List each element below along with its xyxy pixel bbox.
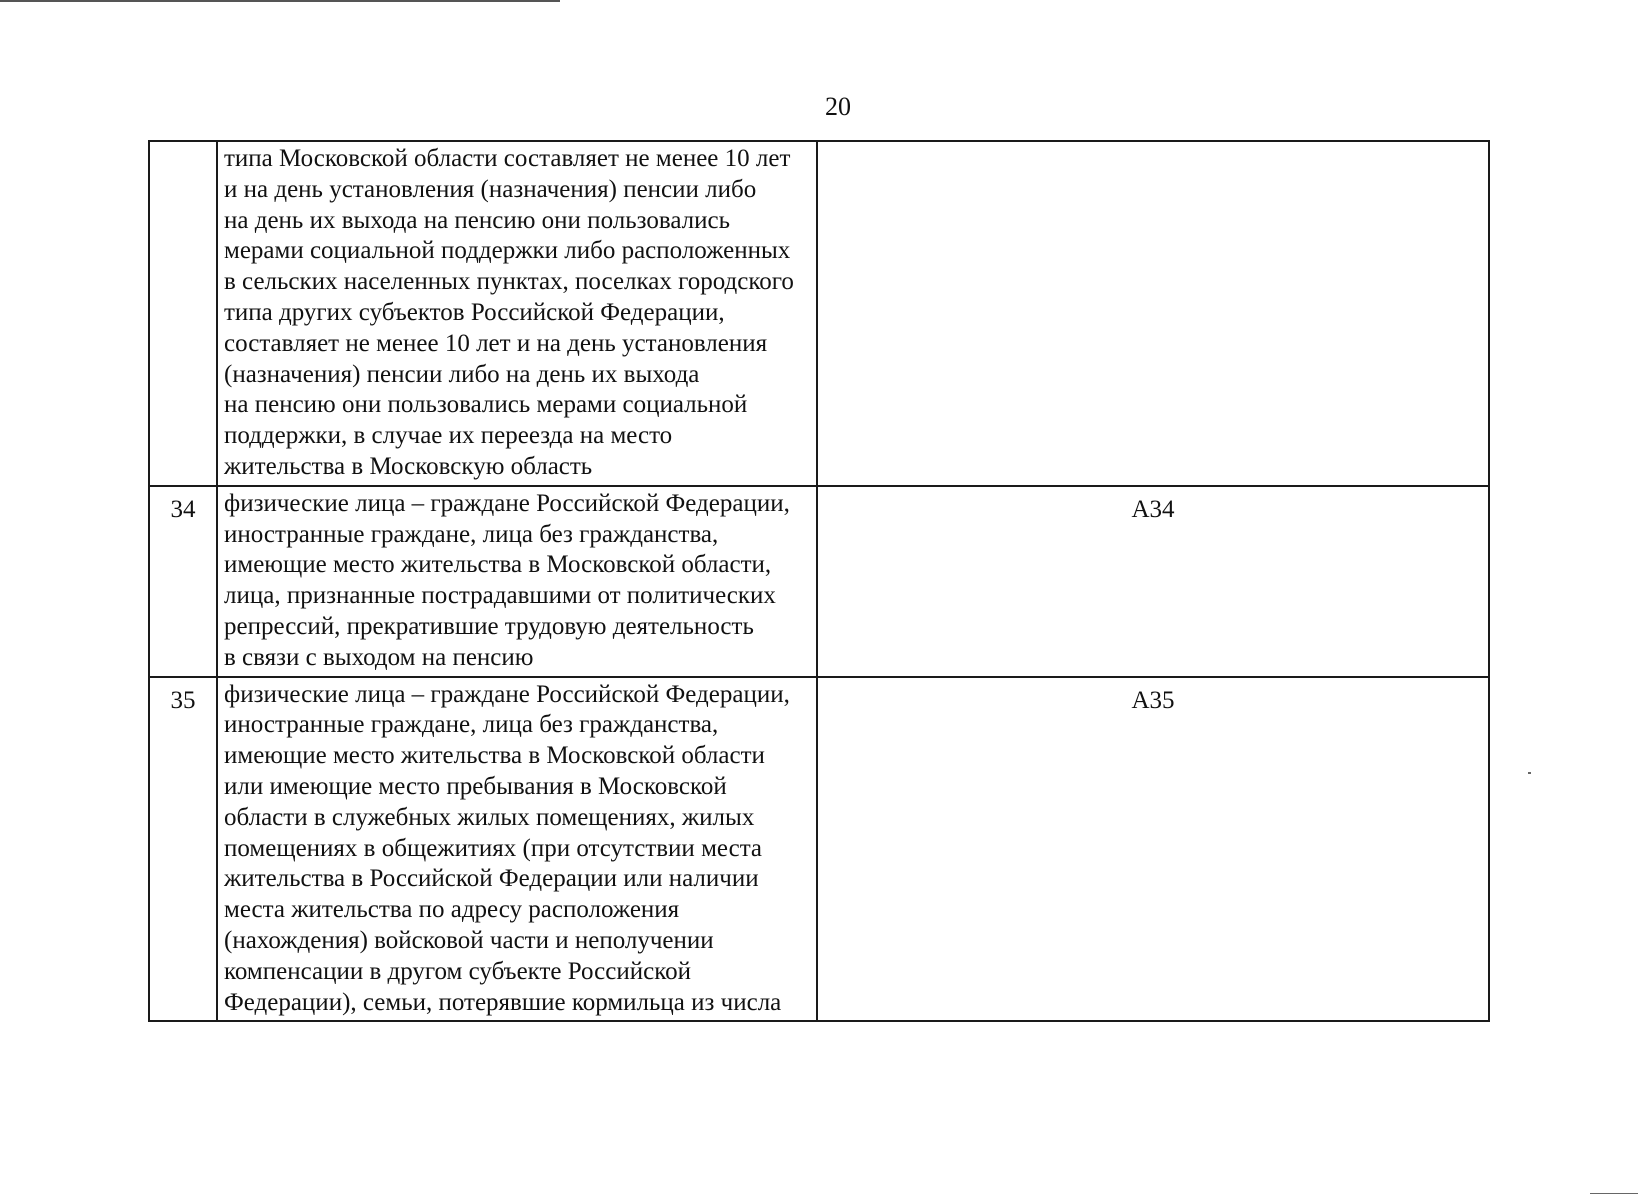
- text-line: мерами социальной поддержки либо расположенных: [224, 237, 791, 265]
- text-line: компенсации в другом субъекте Российской: [224, 957, 691, 985]
- row-description-cell: [217, 486, 817, 677]
- text-line: поддержки, в случае их переезда на место: [224, 422, 673, 450]
- scan-speck: [1590, 1193, 1638, 1194]
- row-number-cell: [149, 141, 217, 486]
- text-line: (назначения) пенсии либо на день их выхода: [224, 360, 700, 388]
- text-line: жительства в Российской Федерации или наличии: [224, 865, 759, 893]
- scan-speck: [1528, 772, 1531, 774]
- text-line: физические лица – граждане Российской Федерации,: [224, 489, 790, 517]
- text-line: (нахождения) войсковой части и неполучении: [224, 926, 714, 954]
- text-line: места жительства по адресу расположения: [224, 896, 680, 924]
- document-table: [148, 140, 1490, 1022]
- text-line: типа других субъектов Российской Федерации,: [224, 298, 725, 326]
- text-line: помещениях в общежитиях (при отсутствии места: [224, 834, 763, 862]
- text-line: составляет не менее 10 лет и на день установления: [224, 329, 768, 357]
- row-code-cell: А34: [817, 486, 1489, 677]
- text-line: иностранные граждане, лица без гражданства,: [224, 711, 719, 739]
- row-code-cell: [817, 141, 1489, 486]
- text-line: имеющие место жительства в Московской области: [224, 742, 765, 770]
- text-line: Федерации), семьи, потерявшие кормильца из числа: [224, 988, 782, 1016]
- text-line: на день их выхода на пенсию они пользовались: [224, 206, 730, 234]
- text-line: иностранные граждане, лица без гражданства,: [224, 520, 719, 548]
- row-code-cell: А35: [817, 677, 1489, 1022]
- text-line: лица, признанные пострадавшими от политических: [224, 582, 776, 610]
- table-row: [149, 141, 1489, 486]
- row-number-cell: 34: [149, 486, 217, 677]
- text-line: репрессий, прекратившие трудовую деятельность: [224, 612, 754, 640]
- row-description-cell: [217, 677, 817, 1022]
- table-row: [149, 486, 1489, 677]
- text-line: физические лица – граждане Российской Федерации,: [224, 680, 790, 708]
- row-description-cell: [217, 141, 817, 486]
- scan-edge-line: [0, 0, 560, 2]
- row-number-cell: 35: [149, 677, 217, 1022]
- text-line: области в служебных жилых помещениях, жилых: [224, 803, 755, 831]
- text-line: в связи с выходом на пенсию: [224, 643, 534, 671]
- text-line: на пенсию они пользовались мерами социальной: [224, 391, 748, 419]
- text-line: в сельских населенных пунктах, поселках городского: [224, 268, 794, 296]
- text-line: имеющие место жительства в Московской области,: [224, 551, 772, 579]
- text-line: жительства в Московскую область: [224, 452, 593, 480]
- table-row: [149, 677, 1489, 1022]
- text-line: и на день установления (назначения) пенсии либо: [224, 175, 757, 203]
- text-line: типа Московской области составляет не менее 10 лет: [224, 145, 791, 172]
- page-number: 20: [825, 92, 851, 121]
- text-line: или имеющие место пребывания в Московской: [224, 772, 727, 800]
